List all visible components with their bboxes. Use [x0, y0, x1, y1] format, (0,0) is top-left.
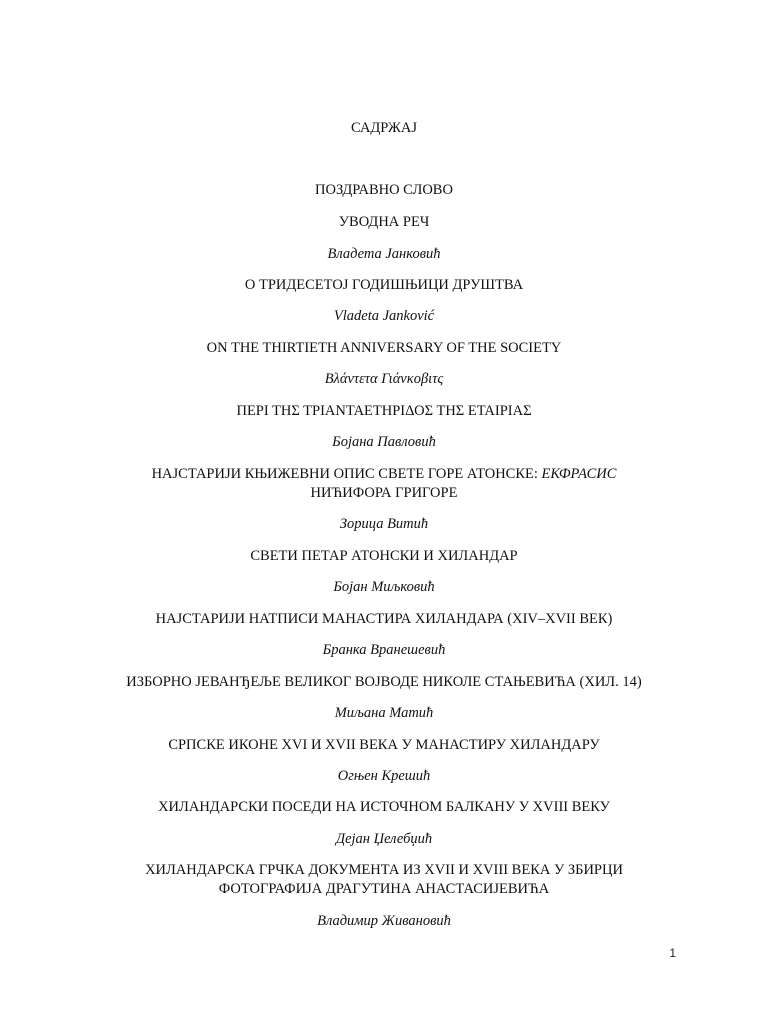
toc-title-line2: ФОТОГРАФИЈА ДРАГУТИНА АНАСТАСИЈЕВИЋА [218, 881, 550, 897]
toc-title: СВЕТИ ПЕТАР АТОНСКИ И ХИЛАНДАР [250, 548, 518, 564]
toc-author: Vladeta Janković [333, 308, 435, 324]
toc-heading: САДРЖАЈ [351, 120, 417, 136]
toc-title: ИЗБОРНО ЈЕВАНЂЕЉЕ ВЕЛИКОГ ВОЈВОДЕ НИКОЛЕ СТАЊЕВИЋА (ХИЛ. 14) [126, 674, 642, 690]
toc-author: Бранка Вранешевић [322, 642, 446, 658]
toc-author: Огњен Крешић [337, 768, 431, 784]
toc-title-line1 [0, 465, 768, 483]
toc-title: ON THE THIRTIETH ANNIVERSARY OF THE SOCIETY [206, 340, 562, 356]
toc-author: Владимир Живановић [317, 913, 451, 929]
toc-title: УВОДНА РЕЧ [338, 214, 430, 230]
toc-title-line2: НИЋИФОРА ГРИГОРЕ [310, 485, 458, 501]
toc-title: СРПСКЕ ИКОНЕ XVI И XVII ВЕКА У МАНАСТИРУ ХИЛАНДАРУ [168, 737, 600, 753]
toc-author: Бојан Миљковић [333, 579, 435, 595]
toc-title: О ТРИДЕСЕТОЈ ГОДИШЊИЦИ ДРУШТВА [244, 277, 524, 293]
toc-title: ΠΕΡΙ ΤΗΣ ΤΡΙΑΝΤΑΕΤΗΡΙΔΟΣ ΤΗΣ ΕΤΑΙΡΙΑΣ [236, 403, 532, 419]
toc-author: Дејан Џелебџић [335, 831, 433, 847]
toc-title: НАЈСТАРИЈИ НАТПИСИ МАНАСТИРА ХИЛАНДАРА (XIV–XVII ВЕК) [155, 611, 613, 627]
toc-author: Зорица Витић [339, 516, 429, 532]
toc-title-line1: ХИЛАНДАРСКА ГРЧКА ДОКУМЕНТА ИЗ XVII И XVIII ВЕКА У ЗБИРЦИ [145, 862, 623, 878]
toc-title-italic-term: ЕКФРАСИС [541, 466, 617, 482]
toc-author: Βλάντετα Γιάνκοβιτς [324, 371, 444, 387]
toc-title: ХИЛАНДАРСКИ ПОСЕДИ НА ИСТОЧНОМ БАЛКАНУ У XVIII ВЕКУ [158, 799, 610, 815]
toc-title: ПОЗДРАВНО СЛОВО [315, 182, 453, 198]
toc-author: Владета Јанковић [327, 246, 441, 262]
toc-author: Миљана Матић [334, 705, 434, 721]
page-number: 1 [669, 946, 676, 960]
toc-title-text: НАЈСТАРИЈИ КЊИЖЕВНИ ОПИС СВЕТЕ ГОРЕ АТОНСКЕ: [151, 466, 542, 482]
toc-author: Бојана Павловић [332, 434, 436, 450]
